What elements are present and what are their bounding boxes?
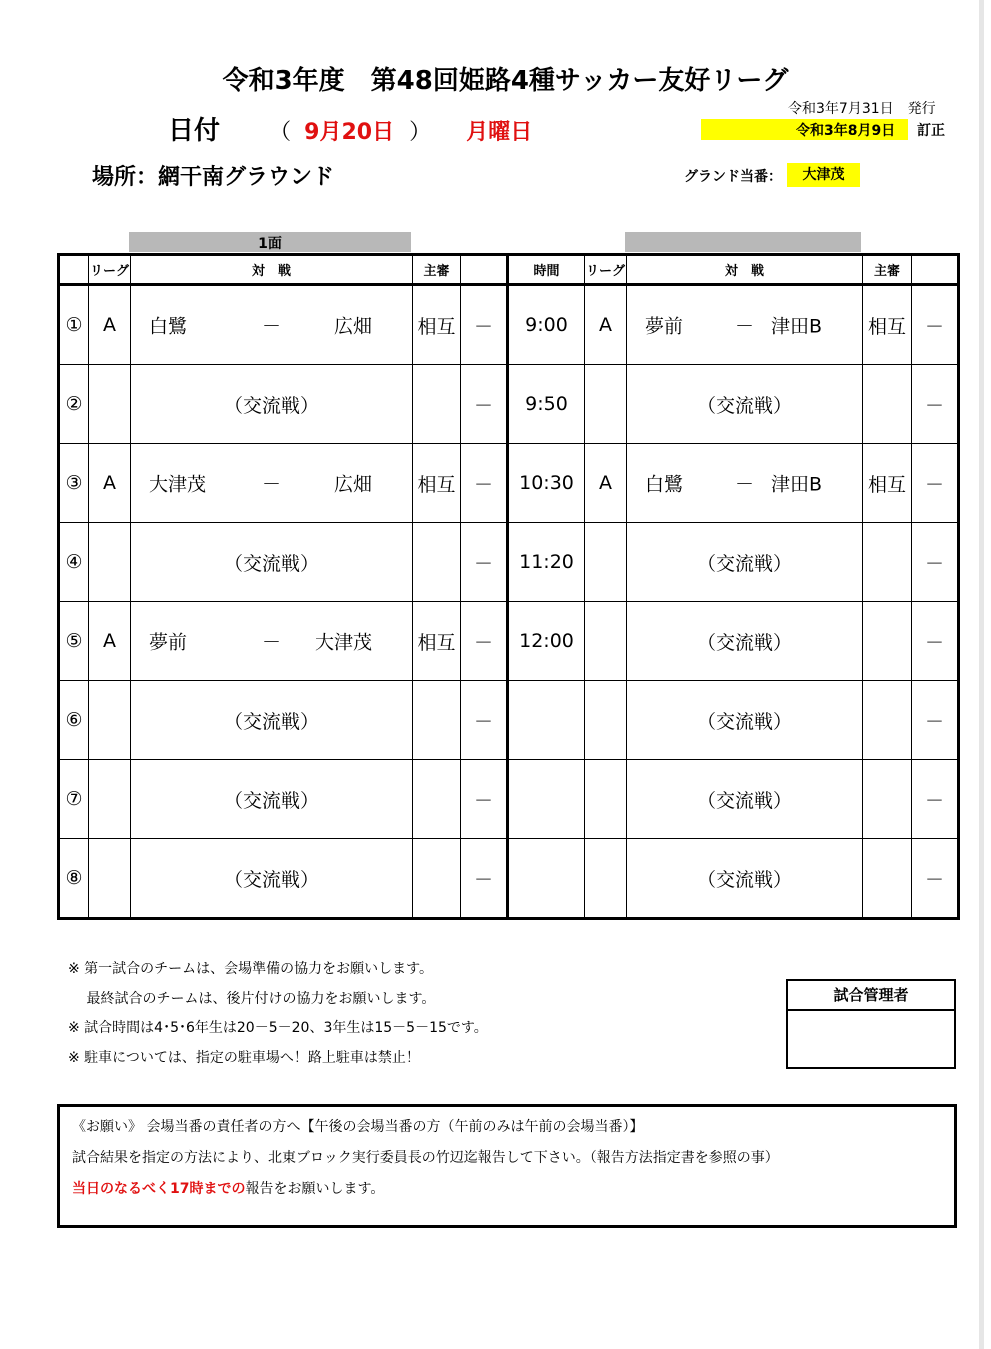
exchange-match-right: （交流戦） bbox=[627, 523, 863, 602]
league-cell-right bbox=[585, 760, 627, 839]
extra-cell-right: － bbox=[912, 365, 959, 444]
home-team: 大津茂 bbox=[149, 473, 207, 496]
match-number: ⑦ bbox=[59, 760, 89, 839]
extra-cell-left: － bbox=[461, 365, 508, 444]
league-cell-left bbox=[89, 523, 131, 602]
home-team: 白鷺 bbox=[645, 473, 684, 496]
table-row bbox=[59, 602, 959, 681]
referee-cell-right: 相互 bbox=[863, 285, 912, 365]
match-cell-left bbox=[131, 285, 413, 365]
league-cell-left: A bbox=[89, 285, 131, 365]
exchange-match-right: （交流戦） bbox=[627, 839, 863, 919]
away-team: 広畑 bbox=[333, 315, 372, 338]
note-line: ※ 駐車については、指定の駐車場へ！路上駐車は禁止！ bbox=[68, 1049, 420, 1066]
extra-cell-right: － bbox=[912, 444, 959, 523]
table-row bbox=[59, 839, 959, 919]
schedule-table bbox=[57, 253, 960, 920]
extra-cell-left: － bbox=[461, 523, 508, 602]
notes bbox=[68, 955, 488, 1073]
extra-cell-right: － bbox=[912, 760, 959, 839]
header-extra-right bbox=[912, 255, 959, 285]
exchange-match-left: （交流戦） bbox=[131, 365, 413, 444]
away-team: 津田B bbox=[770, 315, 822, 338]
court-label: 1面 bbox=[258, 236, 282, 252]
referee-cell-left bbox=[413, 760, 461, 839]
request-line-2: 試合結果を指定の方法により、北東ブロック実行委員長の竹辺迄報告して下さい。（報告方法指定書を参照の事） bbox=[72, 1150, 779, 1166]
date-label: 日付 bbox=[168, 116, 221, 146]
extra-cell-right: － bbox=[912, 285, 959, 365]
match-cell-left bbox=[131, 602, 413, 681]
kickoff-time: 9:00 bbox=[508, 285, 585, 365]
exchange-match-right: （交流戦） bbox=[627, 602, 863, 681]
match-number: ③ bbox=[59, 444, 89, 523]
table-row bbox=[59, 365, 959, 444]
extra-cell-left: － bbox=[461, 444, 508, 523]
match-number: ⑥ bbox=[59, 681, 89, 760]
table-row bbox=[59, 444, 959, 523]
ground-duty-team: 大津茂 bbox=[787, 163, 860, 187]
vs-dash: － bbox=[734, 315, 754, 338]
header-match-right: 対 戦 bbox=[627, 255, 863, 285]
exchange-match-left: （交流戦） bbox=[131, 681, 413, 760]
league-cell-right bbox=[585, 365, 627, 444]
kickoff-time bbox=[508, 760, 585, 839]
league-cell-left bbox=[89, 760, 131, 839]
ground-duty-label: グランド当番： bbox=[684, 169, 782, 185]
match-cell-left bbox=[131, 444, 413, 523]
vs-dash: － bbox=[261, 473, 281, 496]
revised-label: 訂正 bbox=[917, 123, 945, 139]
referee-cell-left: 相互 bbox=[413, 444, 461, 523]
header-referee-left: 主審 bbox=[413, 255, 461, 285]
table-header-row bbox=[59, 255, 959, 285]
match-number: ① bbox=[59, 285, 89, 365]
note-line: 最終試合のチームは、後片付けの協力をお願いします。 bbox=[68, 990, 436, 1007]
match-number: ④ bbox=[59, 523, 89, 602]
vs-dash: － bbox=[261, 315, 281, 338]
header-referee-right: 主審 bbox=[863, 255, 912, 285]
header-time: 時間 bbox=[508, 255, 585, 285]
league-cell-right bbox=[585, 681, 627, 760]
kickoff-time bbox=[508, 839, 585, 919]
exchange-match-left: （交流戦） bbox=[131, 839, 413, 919]
request-line-1: 《お願い》 会場当番の責任者の方へ【午後の会場当番の方（午前のみは午前の会場当番）】 bbox=[72, 1119, 644, 1135]
match-number: ② bbox=[59, 365, 89, 444]
league-cell-left bbox=[89, 365, 131, 444]
extra-cell-right: － bbox=[912, 602, 959, 681]
request-line-3-rest: 報告をお願いします。 bbox=[245, 1181, 385, 1197]
schedule-body bbox=[59, 285, 959, 919]
league-cell-left: A bbox=[89, 602, 131, 681]
exchange-match-left: （交流戦） bbox=[131, 523, 413, 602]
header-league-left: リーグ bbox=[89, 255, 131, 285]
header-match-left: 対 戦 bbox=[131, 255, 413, 285]
court-tab-right bbox=[625, 232, 861, 252]
match-number: ⑤ bbox=[59, 602, 89, 681]
table-row bbox=[59, 760, 959, 839]
extra-cell-right: － bbox=[912, 523, 959, 602]
home-team: 夢前 bbox=[149, 631, 188, 654]
referee-cell-right: 相互 bbox=[863, 444, 912, 523]
request-line-3 bbox=[72, 1174, 942, 1205]
referee-cell-right bbox=[863, 839, 912, 919]
paren-close: ） bbox=[409, 120, 432, 145]
away-team: 大津茂 bbox=[314, 631, 372, 654]
league-cell-right bbox=[585, 602, 627, 681]
referee-cell-right bbox=[863, 523, 912, 602]
exchange-match-left: （交流戦） bbox=[131, 760, 413, 839]
league-cell-right: A bbox=[585, 444, 627, 523]
date-value: 9月20日 bbox=[304, 120, 395, 145]
exchange-match-right: （交流戦） bbox=[627, 365, 863, 444]
vs-dash: － bbox=[734, 473, 754, 496]
away-team: 広畑 bbox=[333, 473, 372, 496]
vs-dash: － bbox=[261, 631, 281, 654]
referee-cell-right bbox=[863, 365, 912, 444]
header-league-right: リーグ bbox=[585, 255, 627, 285]
referee-cell-left: 相互 bbox=[413, 285, 461, 365]
league-cell-right bbox=[585, 523, 627, 602]
extra-cell-left: － bbox=[461, 285, 508, 365]
issued-date: 令和3年7月31日 発行 bbox=[788, 101, 936, 117]
referee-cell-right bbox=[863, 602, 912, 681]
referee-cell-left bbox=[413, 681, 461, 760]
request-deadline: 当日のなるべく17時までの bbox=[72, 1181, 246, 1197]
match-manager-label: 試合管理者 bbox=[788, 981, 954, 1011]
exchange-match-right: （交流戦） bbox=[627, 681, 863, 760]
note-line: ※ 試合時間は4･5･6年生は20－5－20、3年生は15－5－15です。 bbox=[68, 1020, 488, 1036]
extra-cell-left: － bbox=[461, 760, 508, 839]
match-cell-right bbox=[627, 444, 863, 523]
exchange-match-right: （交流戦） bbox=[627, 760, 863, 839]
kickoff-time: 9:50 bbox=[508, 365, 585, 444]
league-cell-right bbox=[585, 839, 627, 919]
extra-cell-left: － bbox=[461, 681, 508, 760]
header-num bbox=[59, 255, 89, 285]
extra-cell-left: － bbox=[461, 839, 508, 919]
extra-cell-left: － bbox=[461, 602, 508, 681]
league-cell-left: A bbox=[89, 444, 131, 523]
league-cell-right: A bbox=[585, 285, 627, 365]
weekday: 月曜日 bbox=[466, 120, 533, 145]
kickoff-time: 10:30 bbox=[508, 444, 585, 523]
referee-cell-right bbox=[863, 760, 912, 839]
table-row bbox=[59, 681, 959, 760]
request-box bbox=[57, 1104, 957, 1228]
venue: 場所：網干南グラウンド bbox=[92, 165, 335, 190]
date-row bbox=[168, 110, 532, 147]
extra-cell-right: － bbox=[912, 681, 959, 760]
referee-cell-left bbox=[413, 365, 461, 444]
referee-cell-right bbox=[863, 681, 912, 760]
revised-date: 令和3年8月9日 bbox=[796, 123, 896, 139]
league-cell-left bbox=[89, 839, 131, 919]
home-team: 白鷺 bbox=[149, 315, 188, 338]
kickoff-time bbox=[508, 681, 585, 760]
header-extra-left bbox=[461, 255, 508, 285]
referee-cell-left: 相互 bbox=[413, 602, 461, 681]
kickoff-time: 12:00 bbox=[508, 602, 585, 681]
extra-cell-right: － bbox=[912, 839, 959, 919]
document-title: 令和3年度 第48回姫路4種サッカー友好リーグ bbox=[222, 66, 789, 96]
referee-cell-left bbox=[413, 523, 461, 602]
kickoff-time: 11:20 bbox=[508, 523, 585, 602]
paren-open: （ bbox=[269, 120, 292, 145]
league-cell-left bbox=[89, 681, 131, 760]
table-row bbox=[59, 523, 959, 602]
home-team: 夢前 bbox=[645, 315, 684, 338]
match-manager-box bbox=[786, 979, 956, 1069]
table-row bbox=[59, 285, 959, 365]
match-cell-right bbox=[627, 285, 863, 365]
referee-cell-left bbox=[413, 839, 461, 919]
match-number: ⑧ bbox=[59, 839, 89, 919]
away-team: 津田B bbox=[770, 473, 822, 496]
note-line: ※ 第一試合のチームは、会場準備の協力をお願いします。 bbox=[68, 961, 434, 977]
